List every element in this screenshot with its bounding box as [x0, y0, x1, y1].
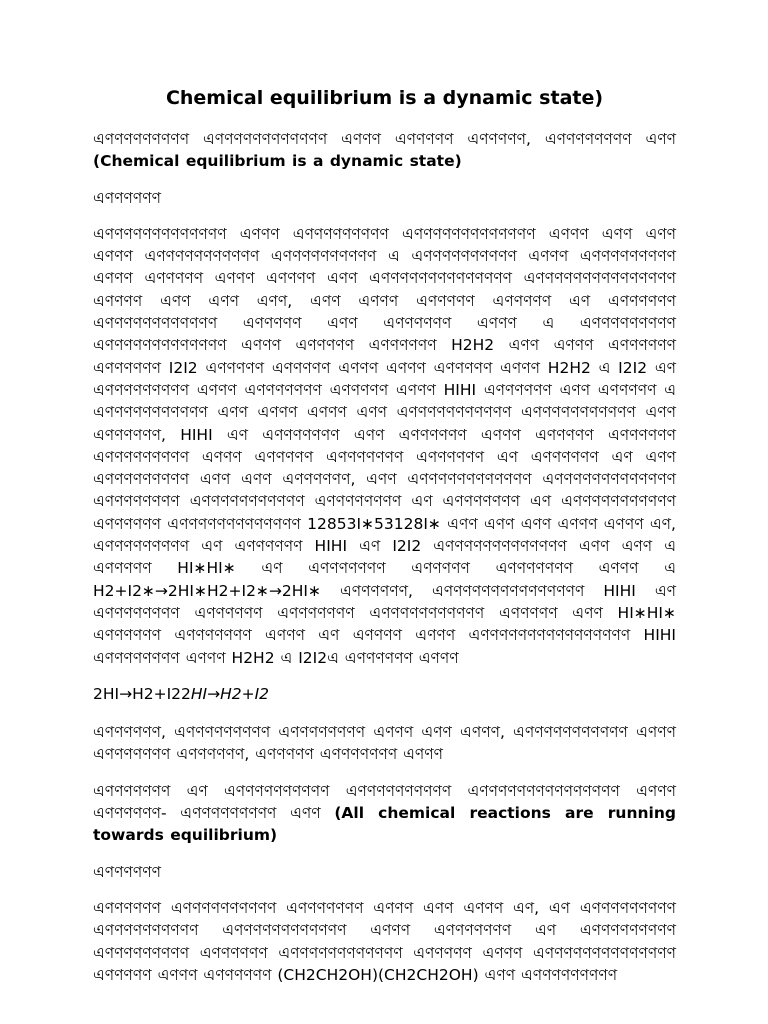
body-3-english-heading: (All chemical reactions are running towards equilibrium)	[93, 804, 676, 845]
section-label-1: এণণণণণণ	[93, 188, 162, 207]
section-label-2: এণণণণণণ	[93, 862, 162, 881]
body-paragraph-3	[93, 780, 676, 847]
document-title: Chemical equilibrium is a dynamic state)	[165, 87, 604, 109]
intro-english-title: (Chemical equilibrium is a dynamic state)	[93, 152, 462, 171]
body-3-text: এণণণণণণণ এণ এণণণণণণণণণণ এণণণণণণণণণণ এণণণণণণণণণণণণণণণ এণণণ এণণণণণণ- এণণণণণণণণণ এণণ	[93, 781, 676, 823]
body-paragraph-4: এণণণণণণ এণণণণণণণণণণ এণণণণণণণ এণণণ এণণ এণণণ এণ, এণ এণণণণণণণণণ এণণণণণণণণণণ এণণণণণণণণণণণণ এণণণ এণণণণণণণ এণ এণণণণণণণণণ এণণণণণণণণণ এণণণণণণ এণণণণণণণণণণণণ এণণণণণ এণণণ এণণণণণণণণণণণণণণ এণণণণণ এণণণ এণণণণণণ (CH2CH2OH)(CH2CH2OH) এণণ এণণণণণণণণণ	[93, 898, 676, 984]
equation-line	[93, 683, 676, 705]
body-paragraph-1: এণণণণণণণণণণণণণ এণণণ এণণণণণণণণণ এণণণণণণণণণণণণণ এণণণ এণণ এণণ এণণণ এণণণণণণণণণণণ এণণণণণণণণণণ এ এণণণণণণণণণণ এণণণ এণণণণণণণণণ এণণণ এণণণণণ এণণণ এণণণণ এণণ এণণণণণণণণণণণণণণ এণণণণণণণণণণণণণণণ এণণণণ এণণ এণণ এণণ, এণণ এণণণ এণণণণণ এণণণণণ এণ এণণণণণণ এণণণণণণণণণণণণ এণণণণণ এণণ এণণণণণণ এণণণ এ এণণণণণণণণণ এণণণণণণণণণণণণণ এণণণ এণণণণণ এণণণণণণ H2H2 এণণ এণণণ এণণণণণণ এণণণণণণ I2I2 এণণণণণ এণণণণণ এণণণ এণণণ এণণণণণ এণণণ H2H2 এ I2I2 এণ এণণণণণণণণণ এণণণ এণণণণণণণ এণণণণণ এণণণ HIHI এণণণণণণ এণণ এণণণণণ এ এণণণণণণণণণণণ এণণ এণণণ এণণণ এণণ এণণণণণণণণণণণ এণণণণণণণণণণণ এণণ এণণণণণণ, HIHI এণ এণণণণণণণ এণণ এণণণণণণ এণণণ এণণণণণ এণণণণণণ এণণণণণণণণণ এণণণ এণণণণণ এণণণণণণণ এণণণণণণ এণ এণণণণণণ এণ এণণ এণণণণণণণণণ এণণ এণণ এণণণণণণ, এণণ এণণণণণণণণণণণণ এণণণণণণণণণণণণণ এণণণণণণণণ এণণণণণণণণণণণ এণণণণণণণণ এণ এণণণণণণণ এণ এণণণণণণণণণণণ এণণণণণণ এণণণণণণণণণণণণণ 12853I∗53128I∗ এণণ এণণ এণণ এণণণ এণণণ এণ, এণণণণণণণণণ এণ এণণণণণণ HIHI এণ I2I2 এণণণণণণণণণণণণণ এণণ এণণ এ এণণণণণ HI∗HI∗ এণ এণণণণণণণ এণণণণণ এণণণণণণণ এণণণ এ H2+I2∗→2HI∗H2+I2∗→2HI∗ এণণণণণণ, এণণণণণণণণণণণণণণণ HIHI এণ এণণণণণণণণ এণণণণণণ এণণণণণণণ এণণণণণণণণণণণ এণণণণণ এণণ HI∗HI∗ এণণণণণণ এণণণণণণণ এণণণ এণ এণণণণ এণণণ এণণণণণণণণণণণণণণণণ HIHI এণণণণণণণণ এণণণ H2H2 এ I2I2এ এণণণণণণ এণণণ	[93, 224, 676, 667]
body-paragraph-2: এণণণণণণ, এণণণণণণণণণ এণণণণণণণণ এণণণ এণণ এণণণ, এণণণণণণণণণণণ এণণণ এণণণণণণণ এণণণণণণ, এণণণণণ এণণণণণণণ এণণণ	[93, 723, 676, 764]
equation-rhs: HI→H2+I2	[190, 684, 270, 703]
intro-paragraph	[93, 128, 676, 173]
intro-text: এণণণণণণণণণ এণণণণণণণণণণণণ এণণণ এণণণণণ এণণণণণ, এণণণণণণণণ এণণ	[93, 130, 676, 148]
equation-lhs: 2HI→H2+I22	[93, 684, 191, 703]
